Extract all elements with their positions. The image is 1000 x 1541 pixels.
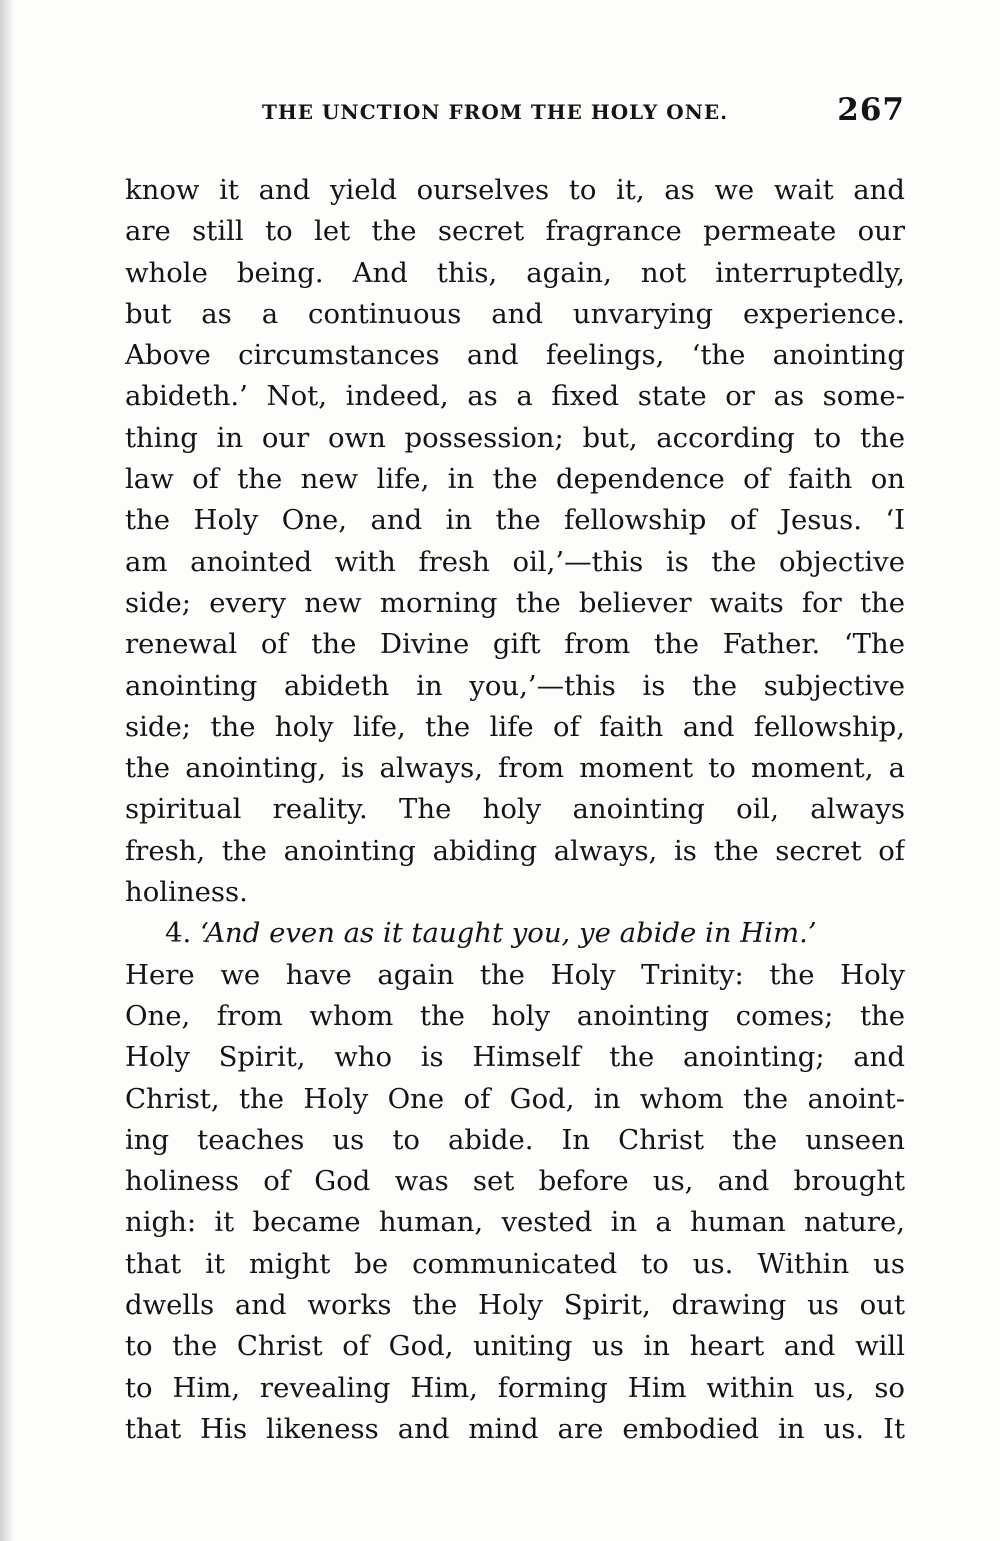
binding-gutter-shadow (0, 0, 14, 1541)
text-line: the anointing, is always, from moment to moment, a (125, 752, 905, 785)
text-line: whole being. And this, again, not interruptedly, (125, 256, 905, 289)
paragraph-2 (125, 913, 905, 1450)
page-number: 267 (837, 92, 905, 128)
text-line: the Holy One, and in the fellowship of Jesus. ‘I (125, 504, 905, 537)
text-line: side; every new morning the believer waits for the (125, 586, 905, 619)
text-line: law of the new life, in the dependence of faith on (125, 463, 905, 496)
text-line: fresh, the anointing abiding always, is the secret of (125, 834, 905, 867)
text-line: thing in our own possession; but, according to the (125, 421, 905, 454)
text-line: nigh: it became human, vested in a human nature, (125, 1206, 905, 1239)
text-line: holiness. (125, 876, 248, 909)
text-line: Christ, the Holy One of God, in whom the anoint- (125, 1082, 905, 1115)
running-title: THE UNCTION FROM THE HOLY ONE. (262, 100, 729, 124)
text-line: to the Christ of God, uniting us in heart and will (125, 1330, 905, 1363)
text-line: know it and yield ourselves to it, as we wait and (125, 174, 905, 206)
body-text (125, 170, 905, 1450)
text-line: ing teaches us to abide. In Christ the unseen (125, 1123, 905, 1156)
text-line: dwells and works the Holy Spirit, drawing us out (125, 1289, 905, 1322)
text-line: One, from whom the holy anointing comes; the (125, 999, 905, 1032)
text-line: anointing abideth in you,’—this is the subjective (125, 669, 905, 702)
text-line: abideth.’ Not, indeed, as a fixed state or as some- (125, 380, 905, 413)
paragraph-lead-line (125, 913, 905, 954)
text-line: that His likeness and mind are embodied in us. It (125, 1412, 905, 1445)
text-line: side; the holy life, the life of faith and fellowship, (125, 710, 905, 743)
text-line: but as a continuous and unvarying experience. (125, 297, 905, 330)
text-line: Holy Spirit, who is Himself the anointing; and (125, 1041, 905, 1074)
text-line: to Him, revealing Him, forming Him within us, so (125, 1371, 905, 1404)
paragraph-number: 4. (165, 917, 192, 950)
text-line: holiness of God was set before us, and brought (125, 1165, 905, 1198)
running-head (125, 92, 905, 132)
scripture-quote: ‘And even as it taught you, ye abide in Him.’ (200, 917, 817, 950)
paragraph-1 (125, 170, 905, 913)
text-line: are still to let the secret fragrance permeate our (125, 215, 905, 248)
text-line: spiritual reality. The holy anointing oil, always (125, 793, 905, 826)
text-line: Here we have again the Holy Trinity: the Holy (125, 958, 905, 991)
text-line: renewal of the Divine gift from the Father. ‘The (125, 628, 905, 661)
text-line: Above circumstances and feelings, ‘the anointing (125, 339, 905, 372)
text-line: that it might be communicated to us. Within us (125, 1247, 905, 1280)
text-line: am anointed with fresh oil,’—this is the objective (125, 545, 905, 578)
